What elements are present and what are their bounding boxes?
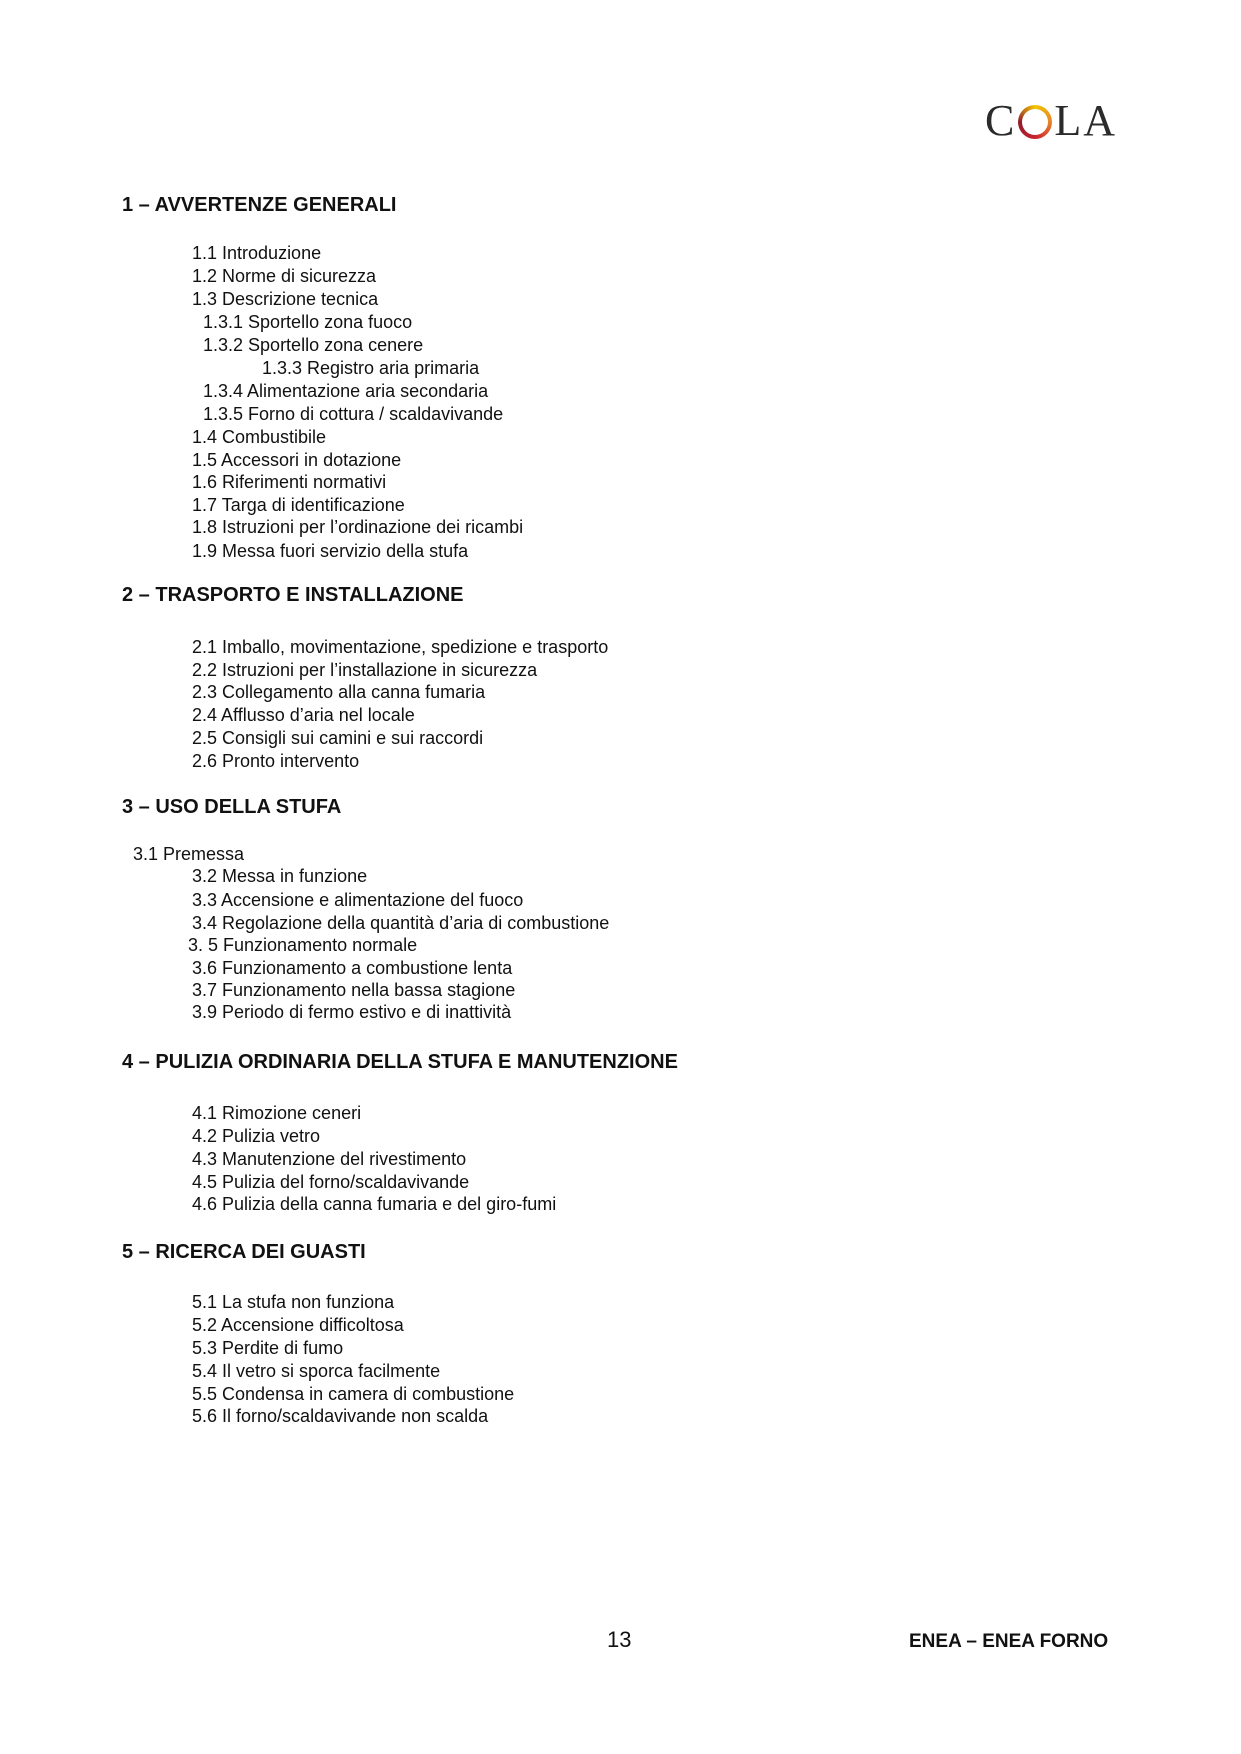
toc-item: 4.6 Pulizia della canna fumaria e del giro-fumi [192,1194,557,1214]
toc-item: 5.3 Perdite di fumo [192,1338,344,1358]
toc-item: 2.4 Afflusso d’aria nel locale [192,705,415,725]
toc-item: 1.3.3 Registro aria primaria [262,358,480,378]
toc-item: 5.4 Il vetro si sporca facilmente [192,1361,441,1381]
toc-item: 2.1 Imballo, movimentazione, spedizione e trasporto [192,637,609,657]
toc-item: 1.7 Targa di identificazione [192,495,405,515]
toc-item: 5.6 Il forno/scaldavivande non scalda [192,1406,489,1426]
toc-item: 1.4 Combustibile [192,427,327,447]
toc-item: 1.3.5 Forno di cottura / scaldavivande [203,404,504,424]
toc-item: 3.4 Regolazione della quantità d’aria di combustione [192,913,610,933]
toc-item: 1.6 Riferimenti normativi [192,472,387,492]
section-title-5: 5 – RICERCA DEI GUASTI [122,1241,366,1263]
toc-item: 1.9 Messa fuori servizio della stufa [192,541,469,561]
toc-item: 1.2 Norme di sicurezza [192,266,377,286]
toc-item: 2.2 Istruzioni per l’installazione in sicurezza [192,660,538,680]
toc-item: 4.1 Rimozione ceneri [192,1103,362,1123]
toc-item: 3.3 Accensione e alimentazione del fuoco [192,890,524,910]
toc-item: 3. 5 Funzionamento normale [188,935,418,955]
toc-item: 5.2 Accensione difficoltosa [192,1315,404,1335]
section-title-1: 1 – AVVERTENZE GENERALI [122,194,397,216]
toc-item: 4.2 Pulizia vetro [192,1126,321,1146]
brand-logo [985,98,1135,144]
toc-item: 4.3 Manutenzione del rivestimento [192,1149,467,1169]
toc-item: 1.3.1 Sportello zona fuoco [203,312,413,332]
toc-item: 1.8 Istruzioni per l’ordinazione dei ricambi [192,517,524,537]
logo-ring-icon [1018,105,1052,139]
toc-item: 1.1 Introduzione [192,243,322,263]
footer-document-title: ENEA – ENEA FORNO [909,1631,1109,1652]
logo-letter-c: C [985,96,1017,145]
logo-letters-la: LA [1054,96,1118,145]
toc-item: 2.6 Pronto intervento [192,751,360,771]
toc-item: 3.6 Funzionamento a combustione lenta [192,958,513,978]
toc-item: 3.1 Premessa [133,844,245,864]
section-title-3: 3 – USO DELLA STUFA [122,796,342,818]
toc-item: 3.7 Funzionamento nella bassa stagione [192,980,516,1000]
toc-item: 3.2 Messa in funzione [192,866,368,886]
toc-item: 3.9 Periodo di fermo estivo e di inattività [192,1002,512,1022]
toc-item: 4.5 Pulizia del forno/scaldavivande [192,1172,470,1192]
page-number: 13 [607,1627,632,1652]
toc-item: 5.1 La stufa non funziona [192,1292,395,1312]
toc-item: 5.5 Condensa in camera di combustione [192,1384,515,1404]
section-title-4: 4 – PULIZIA ORDINARIA DELLA STUFA E MANUTENZIONE [122,1051,678,1073]
toc-item: 1.5 Accessori in dotazione [192,450,402,470]
toc-item: 2.3 Collegamento alla canna fumaria [192,682,486,702]
toc-item: 1.3.4 Alimentazione aria secondaria [203,381,489,401]
toc-item: 1.3.2 Sportello zona cenere [203,335,424,355]
section-title-2: 2 – TRASPORTO E INSTALLAZIONE [122,584,464,606]
toc-item: 2.5 Consigli sui camini e sui raccordi [192,728,484,748]
toc-item: 1.3 Descrizione tecnica [192,289,379,309]
